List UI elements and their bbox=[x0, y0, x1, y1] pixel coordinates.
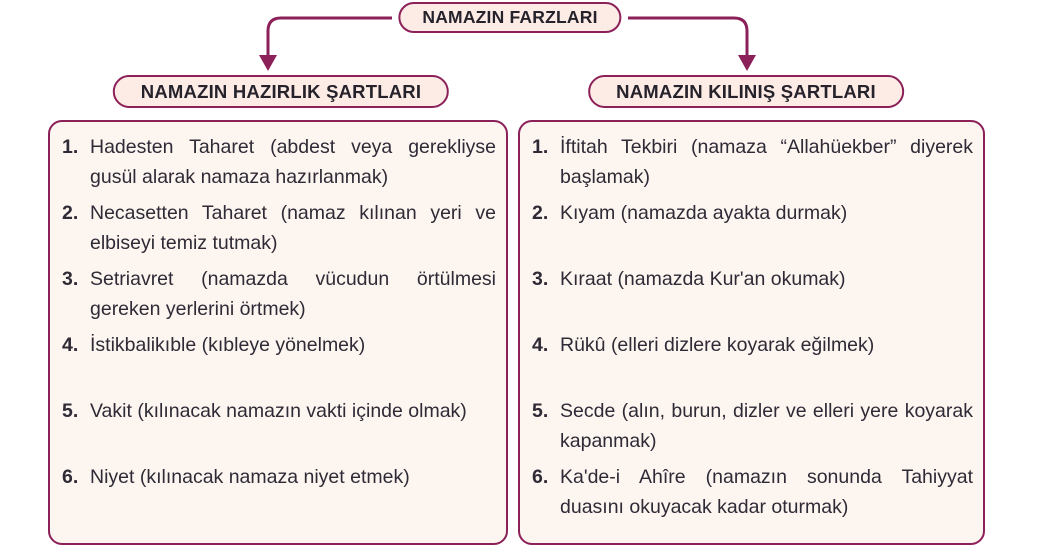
right-column-header: NAMAZIN KILINIŞ ŞARTLARI bbox=[616, 80, 876, 102]
item-text: Ka'de-i Ahîre (namazın sonunda Tahiyyat duasını okuyacak kadar oturmak) bbox=[560, 466, 973, 518]
item-number: 6. bbox=[532, 466, 549, 488]
list-item bbox=[532, 330, 973, 396]
item-number: 5. bbox=[532, 400, 549, 422]
right-column-header-capsule bbox=[588, 75, 904, 108]
item-number: 2. bbox=[62, 202, 79, 224]
item-number: 1. bbox=[532, 136, 549, 158]
left-column-header-capsule bbox=[113, 75, 449, 108]
left-column-box bbox=[48, 120, 508, 545]
list-item bbox=[62, 198, 496, 264]
item-text: Hadesten Taharet (abdest veya gerekliyse gusül alarak namaza hazırlanmak) bbox=[90, 136, 496, 188]
list-item bbox=[62, 462, 496, 528]
list-item bbox=[532, 132, 973, 198]
item-text: Necasetten Taharet (namaz kılınan yeri ve elbiseyi temiz tutmak) bbox=[90, 202, 496, 254]
item-number: 5. bbox=[62, 400, 79, 422]
item-number: 4. bbox=[532, 334, 549, 356]
item-text: İftitah Tekbiri (namaza “Allahüekber” diyerek başlamak) bbox=[560, 136, 973, 188]
item-text: İstikbalikıble (kıbleye yönelmek) bbox=[90, 334, 366, 356]
item-text: Kıraat (namazda Kur'an okumak) bbox=[560, 268, 846, 290]
list-item bbox=[532, 396, 973, 462]
right-branch-line bbox=[628, 18, 747, 57]
item-text: Niyet (kılınacak namaza niyet etmek) bbox=[90, 466, 410, 488]
item-number: 3. bbox=[62, 268, 79, 290]
list-item bbox=[62, 264, 496, 330]
item-number: 4. bbox=[62, 334, 79, 356]
item-number: 2. bbox=[532, 202, 549, 224]
list-item bbox=[62, 330, 496, 396]
left-branch-line bbox=[268, 18, 392, 57]
item-text: Secde (alın, burun, dizler ve elleri yere koyarak kapanmak) bbox=[560, 400, 973, 452]
right-column-box bbox=[518, 120, 985, 545]
diagram-title-capsule bbox=[398, 2, 621, 33]
left-arrow-down-icon bbox=[259, 55, 277, 71]
item-text: Setriavret (namazda vücudun örtülmesi gereken yerlerini örtmek) bbox=[90, 268, 496, 320]
item-number: 3. bbox=[532, 268, 549, 290]
item-text: Vakit (kılınacak namazın vakti içinde olmak) bbox=[90, 400, 467, 422]
list-item bbox=[62, 132, 496, 198]
right-arrow-down-icon bbox=[738, 55, 756, 71]
list-item bbox=[532, 462, 973, 528]
list-item bbox=[532, 198, 973, 264]
item-text: Rükû (elleri dizlere koyarak eğilmek) bbox=[560, 334, 875, 356]
list-item bbox=[532, 264, 973, 330]
diagram-title: NAMAZIN FARZLARI bbox=[422, 7, 598, 27]
list-item bbox=[62, 396, 496, 462]
left-column-header: NAMAZIN HAZIRLIK ŞARTLARI bbox=[140, 80, 422, 102]
item-number: 1. bbox=[62, 136, 79, 158]
item-number: 6. bbox=[62, 466, 79, 488]
item-text: Kıyam (namazda ayakta durmak) bbox=[560, 202, 848, 224]
